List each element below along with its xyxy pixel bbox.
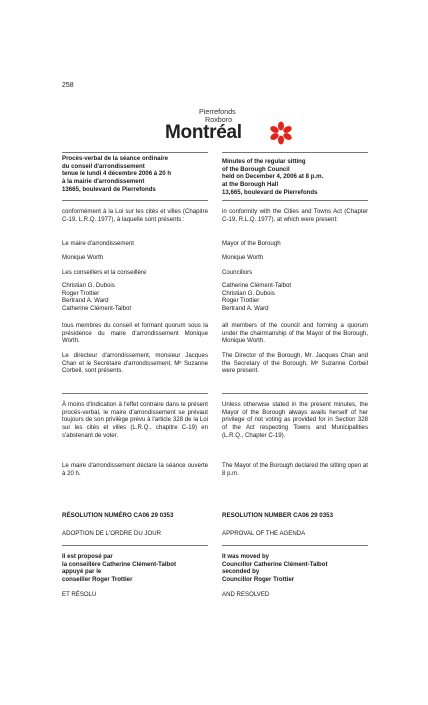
councillor-name: Bertrand A. Ward xyxy=(222,305,269,313)
moved-seconded-en xyxy=(222,553,368,584)
moved-line: It was moved by xyxy=(222,553,270,560)
resolution-number-en: RESOLUTION NUMBER CA06 29 0353 xyxy=(222,512,334,519)
councillor-name: Bertrand A. Ward xyxy=(62,297,109,305)
header-line: à la mairie d'arrondissement xyxy=(62,178,145,186)
councillors-label-en: Councillors xyxy=(222,269,253,276)
opening-text-fr: Le maire d'arrondissement déclare la séance ouverte à 20 h. xyxy=(62,462,208,477)
councillor-name: Roger Trottier xyxy=(62,289,100,297)
header-line: du conseil d'arrondissement xyxy=(62,162,145,170)
councillor-name: Christian G. Dubois xyxy=(222,289,275,297)
quorum-text-en: all members of the council and forming a quorum under the chairmanship of the Mayor of the Borough, Monique Worth. xyxy=(222,322,368,345)
councillor-name: Christian G. Dubois xyxy=(62,282,115,289)
divider xyxy=(62,200,208,201)
header-line: Minutes of the regular sitting xyxy=(222,158,306,165)
header-english xyxy=(222,158,368,197)
montreal-borough-logo xyxy=(165,107,315,149)
voting-privilege-text-fr: À moins d'indication à l'effet contraire dans le présent procès-verbal, le maire d'arrondissement se prévaut toujours de son privilège prévu à l'article 328 de la Loi sur les cités et villes (L.R.Q., chapitre C-19) en s'abstenant de voter. xyxy=(62,401,208,439)
logo-line-1: Pierrefonds xyxy=(199,107,236,116)
moved-line: Councillor Catherine Clément-Talbot xyxy=(222,560,328,568)
councillor-name: Catherine Clément-Talbot xyxy=(62,305,132,313)
councillors-label-fr: Les conseillers et la conseillère xyxy=(62,269,147,276)
moved-line: seconded by xyxy=(222,568,260,576)
header-french xyxy=(62,155,208,194)
divider xyxy=(62,393,208,394)
conformity-text-fr: conformément à la Loi sur les cités et villes (Chapitre C-19, L.R.Q. 1977), à laquelle sont présents : xyxy=(62,208,208,223)
moved-line: conseiller Roger Trottier xyxy=(62,576,133,584)
resolution-title-en: APPROVAL OF THE AGENDA xyxy=(222,530,306,537)
divider xyxy=(222,545,368,546)
rosette-icon xyxy=(270,121,292,145)
divider xyxy=(222,152,368,153)
conformity-text-en: in conformity with the Cities and Towns Act (Chapter C-19, R.L.Q. 1977), at which were present: xyxy=(222,208,368,223)
header-line: of the Borough Council xyxy=(222,165,290,173)
councillors-list-fr xyxy=(62,282,208,313)
resolved-en: AND RESOLVED xyxy=(222,591,270,598)
director-text-fr: Le directeur d'arrondissement, monsieur Jacques Chan et le Secrétaire d'arrondissement, Mᵉ Suzanne Corbeil, sont présents. xyxy=(62,352,208,375)
logo-wordmark: Montréal xyxy=(165,122,242,143)
header-line: at the Borough Hall xyxy=(222,181,279,189)
logo-line-2: Roxboro xyxy=(205,115,233,124)
moved-line: Il est proposé par xyxy=(62,553,113,560)
divider xyxy=(222,200,368,201)
councillors-list-en xyxy=(222,282,368,313)
header-line: held on December 4, 2006 at 8 p.m. xyxy=(222,173,324,181)
divider xyxy=(62,152,208,153)
divider xyxy=(62,545,208,546)
resolution-number-fr: RÉSOLUTION NUMÉRO CA06 29 0353 xyxy=(62,512,174,519)
moved-seconded-fr xyxy=(62,553,208,584)
quorum-text-fr: tous membres du conseil et formant quorum sous la présidence du maire d'arrondissement Monique Worth. xyxy=(62,322,208,345)
resolved-fr: ET RÉSOLU xyxy=(62,591,97,598)
mayor-name-fr: Monique Worth xyxy=(62,254,104,261)
header-line: 13665, boulevard de Pierrefonds xyxy=(62,185,156,193)
councillor-name: Roger Trottier xyxy=(222,297,260,305)
page-number: 258 xyxy=(62,82,74,89)
moved-line: la conseillère Catherine Clément-Talbot xyxy=(62,560,177,568)
opening-text-en: The Mayor of the Borough declared the sitting open at 8 p.m. xyxy=(222,462,368,477)
divider xyxy=(222,393,368,394)
voting-privilege-text-en: Unless otherwise stated in the present minutes, the Mayor of the Borough always avails herself of her privilege of not voting as provided for in Section 328 of the Act respecting Towns and Municipalities (L.R.Q., Chapter C-19). xyxy=(222,401,368,439)
header-line: 13,665, boulevard de Pierrefonds xyxy=(222,188,318,196)
header-line: tenue le lundi 4 décembre 2006 à 20 h xyxy=(62,170,172,178)
councillor-name: Catherine Clément-Talbot xyxy=(222,282,292,289)
director-text-en: The Director of the Borough, Mr. Jacques Chan and the Secretary of the Borough, Mᵉ Suzanne Corbeil were present. xyxy=(222,352,368,375)
moved-line: Councillor Roger Trottier xyxy=(222,576,295,584)
mayor-label-en: Mayor of the Borough xyxy=(222,240,281,247)
header-line: Procès-verbal de la séance ordinaire xyxy=(62,155,169,162)
mayor-label-fr: Le maire d'arrondissement xyxy=(62,240,134,247)
mayor-name-en: Monique Worth xyxy=(222,254,264,261)
moved-line: appuyé par le xyxy=(62,568,102,576)
resolution-title-fr: ADOPTION DE L'ORDRE DU JOUR xyxy=(62,530,162,537)
